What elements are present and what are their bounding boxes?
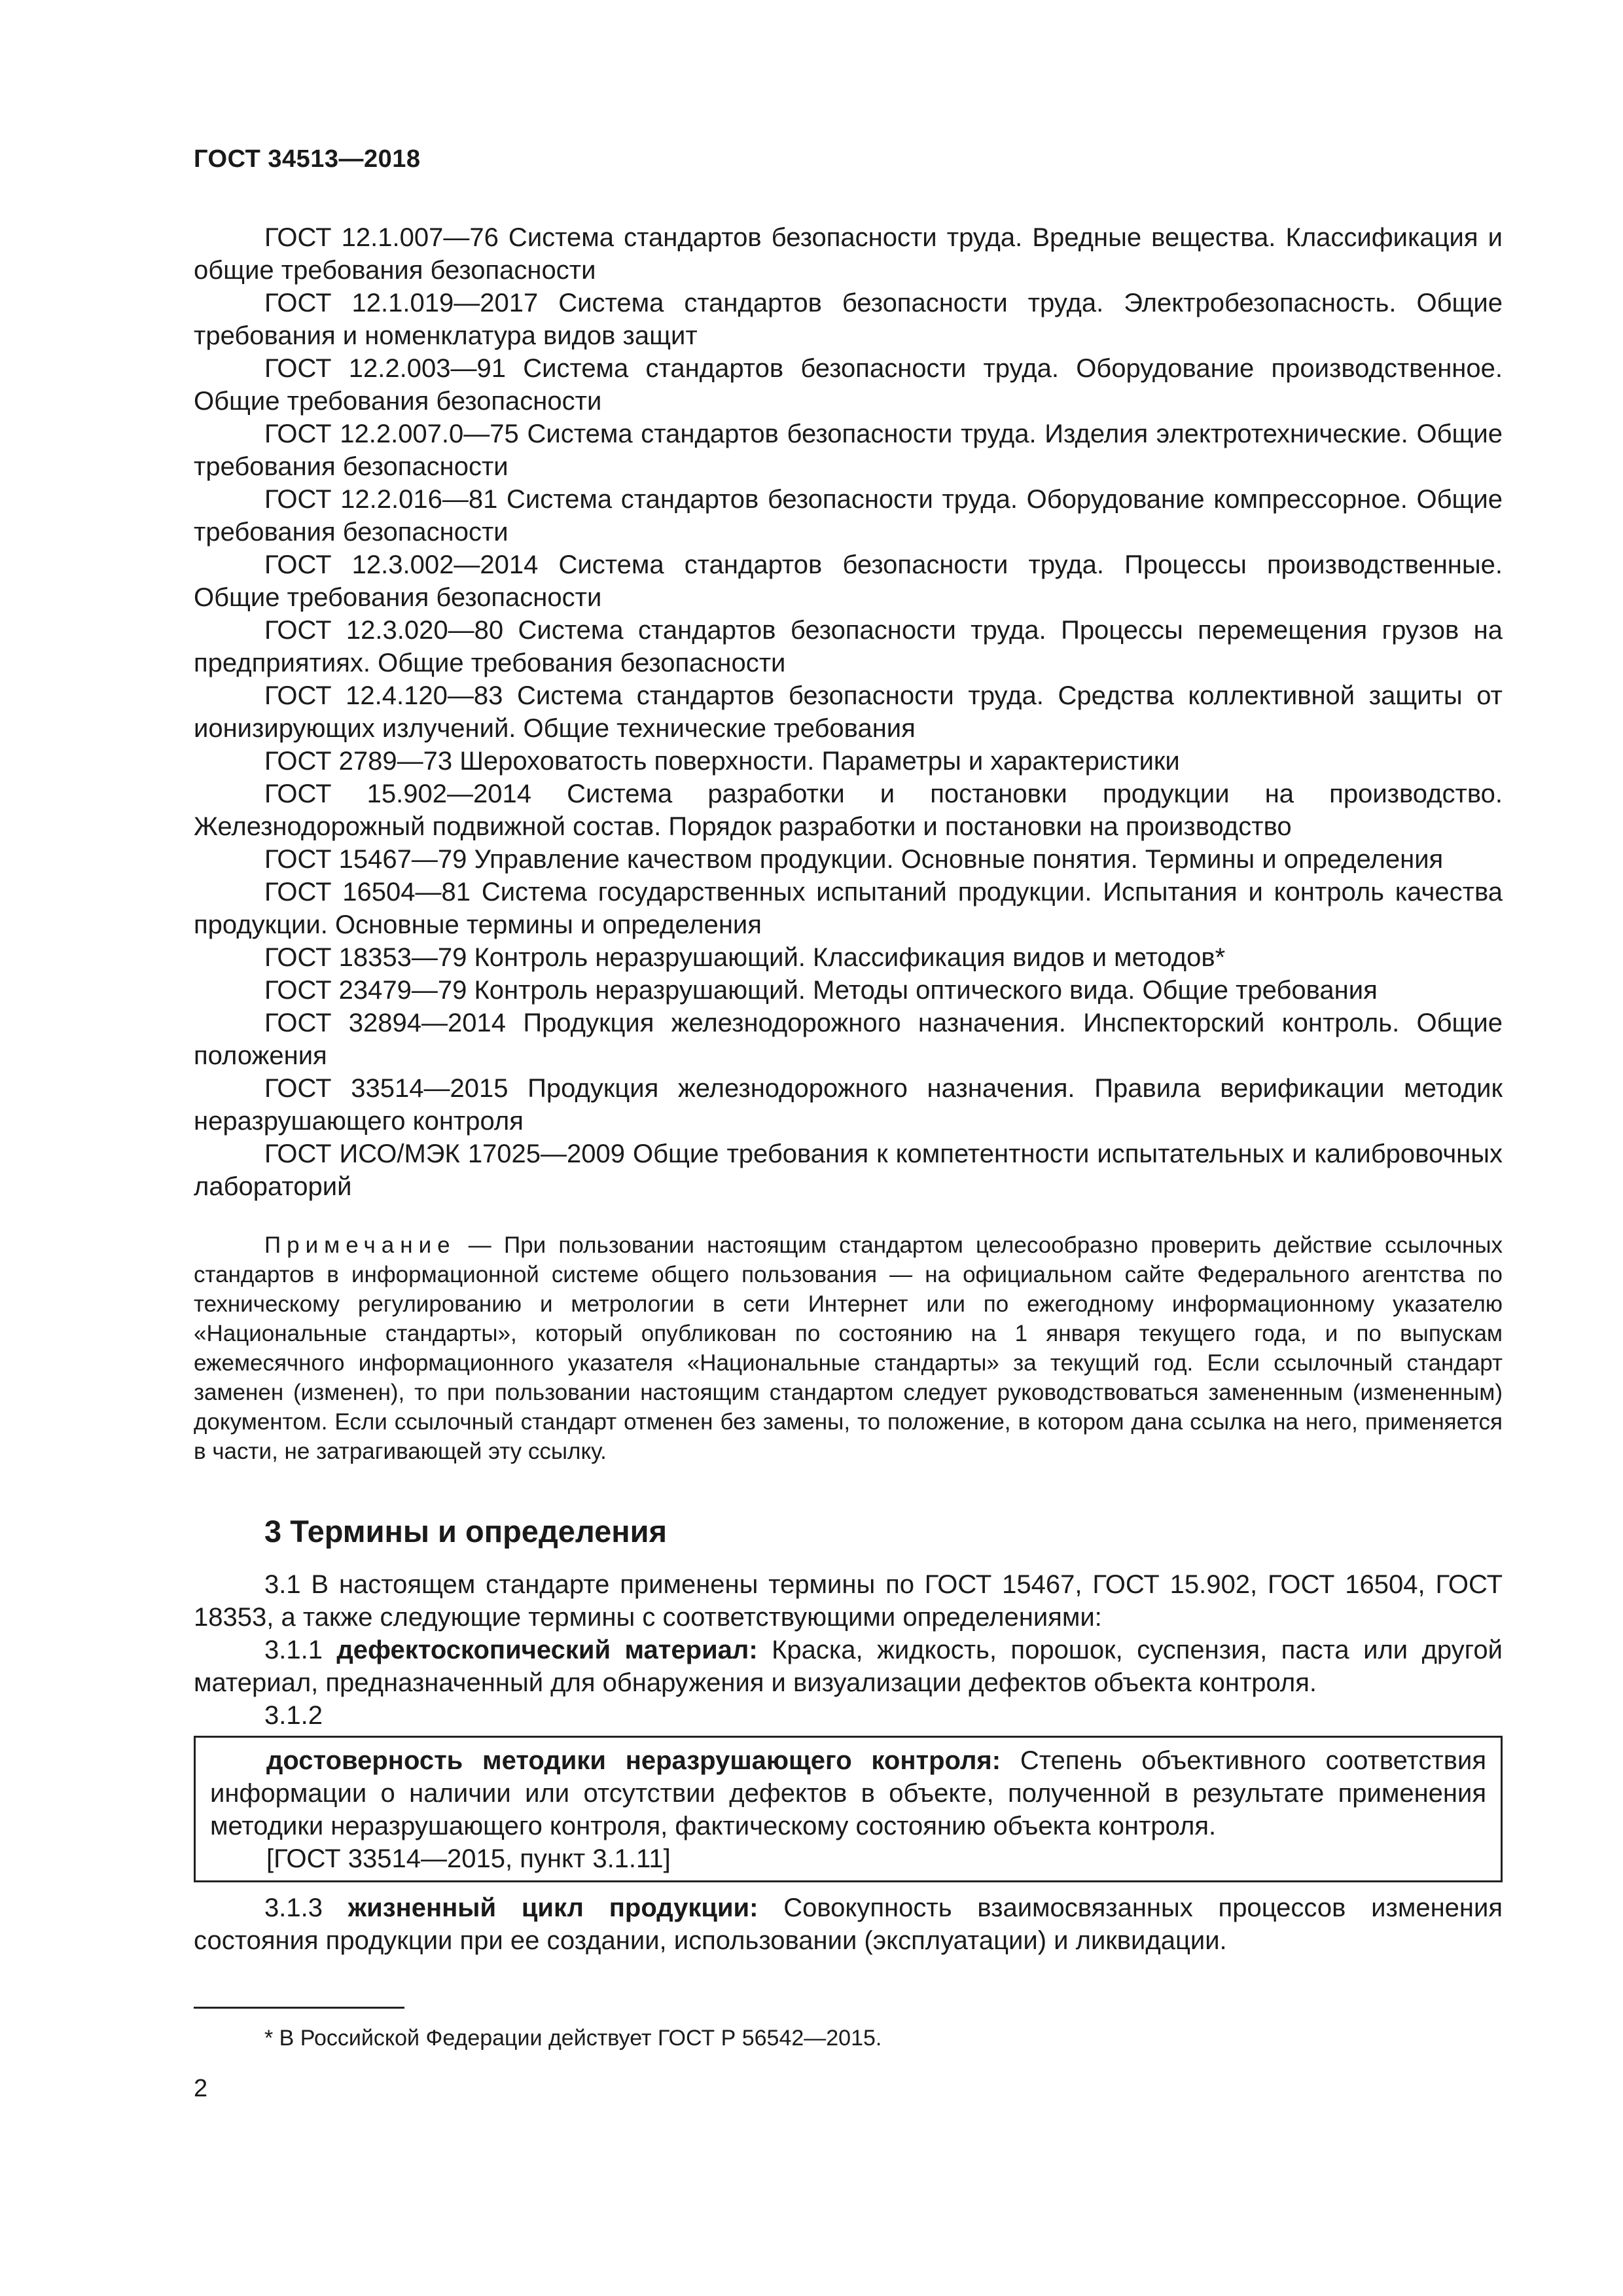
- page-content: [194, 221, 1503, 1957]
- footnote: * В Российской Федерации действует ГОСТ Р 56542—2015.: [264, 2026, 882, 2051]
- term-definition: Степень объективного соответствия информации о наличии или отсутствии дефектов в объекте, полученной в результате применения методики неразрушающего контроля, фактическому состоянию объекта контроля.: [210, 1746, 1486, 1840]
- reference-item: ГОСТ 12.1.019—2017 Система стандартов безопасности труда. Электробезопасность. Общие требования и номенклатура видов защит: [194, 289, 1503, 350]
- term-3-1-1: [194, 1634, 1503, 1699]
- term-name: достоверность методики неразрушающего контроля:: [266, 1746, 1001, 1775]
- reference-item: ГОСТ 12.3.002—2014 Система стандартов безопасности труда. Процессы производственные. Общие требования безопасности: [194, 550, 1503, 612]
- terms-section: [194, 1568, 1503, 1957]
- term-3-1-2-number: 3.1.2: [264, 1701, 323, 1730]
- term-3-1-3: [194, 1892, 1503, 1957]
- reference-item: ГОСТ 16504—81 Система государственных испытаний продукции. Испытания и контроль качества продукции. Основные термины и определения: [194, 878, 1503, 939]
- term-3-1-2-box: [194, 1736, 1503, 1882]
- term-number: 3.1.1: [264, 1636, 337, 1664]
- note-label: Примечание: [264, 1232, 456, 1258]
- page-number: 2: [194, 2075, 208, 2102]
- reference-item: ГОСТ 12.1.007—76 Система стандартов безопасности труда. Вредные вещества. Классификация и общие требования безопасности: [194, 223, 1503, 285]
- clause-3-1: 3.1 В настоящем стандарте применены термины по ГОСТ 15467, ГОСТ 15.902, ГОСТ 16504, ГОСТ 18353, а также следующие термины с соответствующими определениями:: [194, 1570, 1503, 1632]
- term-source: [ГОСТ 33514—2015, пункт 3.1.11]: [266, 1844, 671, 1873]
- reference-item: ГОСТ 2789—73 Шероховатость поверхности. Параметры и характеристики: [264, 747, 1180, 776]
- reference-item: ГОСТ 15467—79 Управление качеством продукции. Основные понятия. Термины и определения: [264, 845, 1444, 874]
- reference-item: ГОСТ 12.2.007.0—75 Система стандартов безопасности труда. Изделия электротехнические. Общие требования безопасности: [194, 420, 1503, 481]
- term-name: дефектоскопический материал:: [336, 1636, 758, 1664]
- footnote-divider: [194, 2007, 404, 2009]
- running-header: ГОСТ 34513—2018: [194, 145, 421, 173]
- reference-item: ГОСТ 15.902—2014 Система разработки и постановки продукции на производство. Железнодорожный подвижной состав. Порядок разработки и постановки на производство: [194, 780, 1503, 841]
- reference-item: ГОСТ 23479—79 Контроль неразрушающий. Методы оптического вида. Общие требования: [264, 976, 1378, 1005]
- term-3-1-2: [210, 1744, 1486, 1842]
- section-title: 3 Термины и определения: [264, 1514, 667, 1549]
- term-definition: Краска, жидкость, порошок, суспензия, паста или другой материал, предназначенный для обнаружения и визуализации дефектов объекта контроля.: [194, 1636, 1503, 1697]
- note-paragraph: [194, 1230, 1503, 1466]
- term-number: 3.1.3: [264, 1893, 348, 1922]
- reference-item: ГОСТ 18353—79 Контроль неразрушающий. Классификация видов и методов*: [264, 943, 1226, 972]
- reference-item: ГОСТ 12.2.003—91 Система стандартов безопасности труда. Оборудование производственное. Общие требования безопасности: [194, 354, 1503, 416]
- reference-item: ГОСТ ИСО/МЭК 17025—2009 Общие требования к компетентности испытательных и калибровочных лабораторий: [194, 1139, 1503, 1201]
- note-text: — При пользовании настоящим стандартом целесообразно проверить действие ссылочных стандартов в информационной системе общего пользования — на официальном сайте Федерального агентства по техническому регулированию и метрологии в сети Интернет или по ежегодному информационному указателю «Национальные стандарты», который опубликован по состоянию на 1 января текущего года, и по выпускам ежемесячного информационного указателя «Национальные стандарты» за текущий год. Если ссылочный стандарт заменен (изменен), то при пользовании настоящим стандартом следует руководствоваться замененным (измененным) документом. Если ссылочный стандарт отменен без замены, то положение, в котором дана ссылка на него, применяется в части, не затрагивающей эту ссылку.: [194, 1232, 1503, 1464]
- reference-item: ГОСТ 32894—2014 Продукция железнодорожного назначения. Инспекторский контроль. Общие положения: [194, 1009, 1503, 1070]
- reference-item: ГОСТ 33514—2015 Продукция железнодорожного назначения. Правила верификации методик неразрушающего контроля: [194, 1074, 1503, 1136]
- reference-item: ГОСТ 12.4.120—83 Система стандартов безопасности труда. Средства коллективной защиты от ионизирующих излучений. Общие технические требования: [194, 681, 1503, 743]
- term-name: жизненный цикл продукции:: [348, 1893, 758, 1922]
- reference-item: ГОСТ 12.3.020—80 Система стандартов безопасности труда. Процессы перемещения грузов на предприятиях. Общие требования безопасности: [194, 616, 1503, 677]
- normative-references-list: [194, 221, 1503, 1203]
- reference-item: ГОСТ 12.2.016—81 Система стандартов безопасности труда. Оборудование компрессорное. Общие требования безопасности: [194, 485, 1503, 547]
- term-definition: Совокупность взаимосвязанных процессов изменения состояния продукции при ее создании, использовании (эксплуатации) и ликвидации.: [194, 1893, 1503, 1955]
